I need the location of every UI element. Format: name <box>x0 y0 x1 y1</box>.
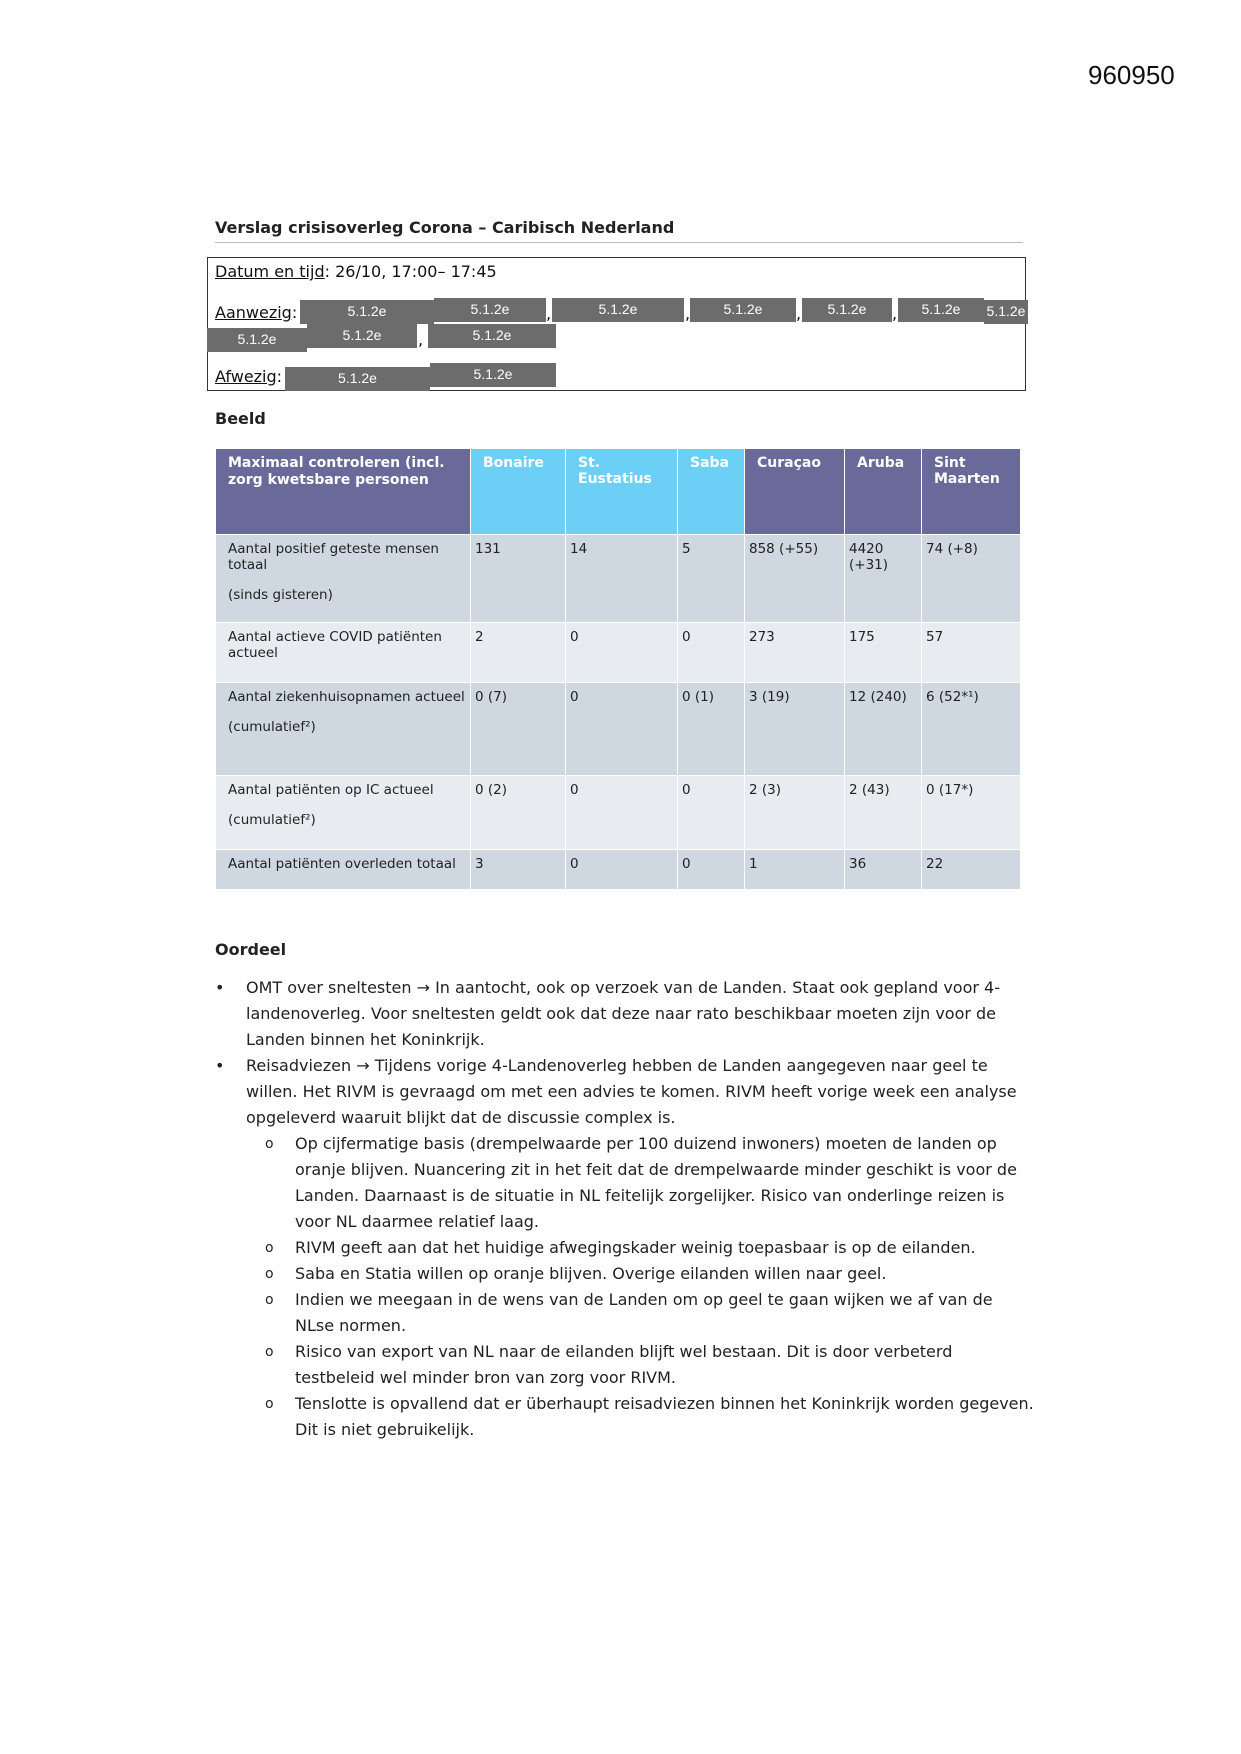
datetime-label: Datum en tijd <box>215 262 325 281</box>
table-cell: 0 <box>566 850 678 890</box>
redaction-block: 5.1.2e <box>898 298 984 322</box>
column-header-curacao: Curaçao <box>745 449 845 535</box>
row-label: Aantal patiënten overleden totaal <box>216 850 471 890</box>
table-cell: 6 (52*¹) <box>922 683 1021 776</box>
separator-comma: , <box>546 304 552 323</box>
redaction-block: 5.1.2e <box>552 298 684 322</box>
table-cell: 2 (43) <box>845 776 922 850</box>
beeld-heading: Beeld <box>215 409 266 428</box>
datetime-line <box>215 262 497 281</box>
absent-line: Afwezig: <box>215 367 283 386</box>
table-cell: 74 (+8) <box>922 535 1021 623</box>
list-item: o RIVM geeft aan dat het huidige afwegingskader weinig toepasbaar is op de eilanden. <box>265 1235 1035 1261</box>
table-cell: 273 <box>745 623 845 683</box>
present-label: Aanwezig <box>215 303 292 322</box>
table-row <box>216 535 1021 623</box>
table-header-main: Maximaal controleren (incl. zorg kwetsbare personen <box>216 449 471 535</box>
redaction-block: 5.1.2e <box>690 298 796 322</box>
document-title: Verslag crisisoverleg Corona – Caribisch Nederland <box>215 218 675 237</box>
absent-label: Afwezig <box>215 367 277 386</box>
table-cell: 12 (240) <box>845 683 922 776</box>
list-item: • OMT over sneltesten → In aantocht, ook op verzoek van de Landen. Staat ook gepland voor 4-landenoverleg. Voor sneltesten geldt ook dat deze naar rato beschikbaar moeten zijn voor de Landen binnen het Koninkrijk. <box>215 975 1035 1053</box>
table-cell: 0 <box>566 683 678 776</box>
table-cell: 2 <box>471 623 566 683</box>
table-cell: 36 <box>845 850 922 890</box>
table-cell: 2 (3) <box>745 776 845 850</box>
table-cell: 22 <box>922 850 1021 890</box>
list-item: o Risico van export van NL naar de eilanden blijft wel bestaan. Dit is door verbeterd testbeleid wel minder bron van zorg voor RIVM. <box>265 1339 1035 1391</box>
column-header-sint-maarten: Sint Maarten <box>922 449 1021 535</box>
row-label: Aantal ziekenhuisopnamen actueel (cumulatief²) <box>216 683 471 776</box>
table-cell: 3 <box>471 850 566 890</box>
statistics-table <box>215 448 1021 890</box>
table-cell: 4420 (+31) <box>845 535 922 623</box>
list-item: o Indien we meegaan in de wens van de Landen om op geel te gaan wijken we af van de NLse normen. <box>265 1287 1035 1339</box>
redaction-block: 5.1.2e <box>207 328 307 352</box>
title-divider <box>215 242 1023 243</box>
oordeel-heading: Oordeel <box>215 940 287 959</box>
table-cell: 0 <box>678 776 745 850</box>
redaction-block: 5.1.2e <box>802 298 892 322</box>
table-cell: 175 <box>845 623 922 683</box>
table-cell: 57 <box>922 623 1021 683</box>
separator-comma: , <box>685 304 691 323</box>
column-header-saba: Saba <box>678 449 745 535</box>
redaction-block: 5.1.2e <box>434 298 546 322</box>
table-cell: 14 <box>566 535 678 623</box>
datetime-value: : 26/10, 17:00– 17:45 <box>324 262 497 281</box>
oordeel-content <box>215 975 1035 1443</box>
separator-comma: , <box>892 304 898 323</box>
table-cell: 0 (2) <box>471 776 566 850</box>
redaction-block: 5.1.2e <box>428 324 556 348</box>
table-cell: 131 <box>471 535 566 623</box>
sub-bullet-list <box>215 1131 1035 1443</box>
table-cell: 0 (7) <box>471 683 566 776</box>
table-cell: 0 <box>566 776 678 850</box>
separator-comma: , <box>796 304 802 323</box>
column-header-st-eustatius: St. Eustatius <box>566 449 678 535</box>
redaction-block: 5.1.2e <box>285 367 430 391</box>
separator-comma: , <box>418 330 424 349</box>
row-label: Aantal actieve COVID patiënten actueel <box>216 623 471 683</box>
list-item: o Tenslotte is opvallend dat er überhaupt reisadviezen binnen het Koninkrijk worden gegeven. Dit is niet gebruikelijk. <box>265 1391 1035 1443</box>
list-item: o Op cijfermatige basis (drempelwaarde per 100 duizend inwoners) moeten de landen op oranje blijven. Nuancering zit in het feit dat de drempelwaarde minder geschikt is voor de Landen. Daarnaast is de situatie in NL feitelijk zorgelijker. Risico van onderlinge reizen is voor NL daarmee relatief laag. <box>265 1131 1035 1235</box>
redaction-block: 5.1.2e <box>984 300 1028 324</box>
row-label: Aantal patiënten op IC actueel (cumulatief²) <box>216 776 471 850</box>
table-cell: 0 <box>678 623 745 683</box>
table-cell: 0 (1) <box>678 683 745 776</box>
table-row <box>216 683 1021 776</box>
row-label: Aantal positief geteste mensen totaal (sinds gisteren) <box>216 535 471 623</box>
table-cell: 0 <box>678 850 745 890</box>
table-cell: 5 <box>678 535 745 623</box>
redaction-block: 5.1.2e <box>300 300 434 324</box>
table-cell: 3 (19) <box>745 683 845 776</box>
list-item: • Reisadviezen → Tijdens vorige 4-Landenoverleg hebben de Landen aangegeven naar geel te willen. Het RIVM is gevraagd om met een advies te komen. RIVM heeft vorige week een analyse opgeleverd waaruit blijkt dat de discussie complex is. o Op cijfermatige basis (drempelwaarde per 100 duizend inwoners) moeten de landen op oranje blijven. Nuancering zit in het feit dat de drempelwaarde minder geschikt is voor de Landen. Daarnaast is de situatie in NL feitelijk zorgelijker. Risico van onderlinge reizen is voor NL daarmee relatief laag. o RIVM geeft aan dat het huidige afwegingskader weinig toepasbaar is op de eilanden. o Saba en Statia willen op oranje blijven. Overige eilanden willen naar geel. o Indien we meegaan in de wens van de Landen om op geel te gaan wijken we af van de NLse normen. o Risico van export van NL naar de eilanden blijft wel bestaan. Dit is door verbeterd testbeleid wel minder bron van zorg voor RIVM. o Tenslotte is opvallend dat er überhaupt reisadviezen binnen het Koninkrijk worden gegeven. Dit is niet gebruikelijk. <box>215 1053 1035 1443</box>
table-cell: 0 <box>566 623 678 683</box>
bullet-list <box>215 975 1035 1443</box>
document-number: 960950 <box>1088 60 1175 90</box>
table-row <box>216 850 1021 890</box>
redaction-block: 5.1.2e <box>430 363 556 387</box>
table-row <box>216 623 1021 683</box>
redaction-block: 5.1.2e <box>307 324 417 348</box>
table-cell: 1 <box>745 850 845 890</box>
list-item: o Saba en Statia willen op oranje blijven. Overige eilanden willen naar geel. <box>265 1261 1035 1287</box>
column-header-aruba: Aruba <box>845 449 922 535</box>
table-cell: 0 (17*) <box>922 776 1021 850</box>
present-line: Aanwezig: <box>215 303 298 322</box>
table-cell: 858 (+55) <box>745 535 845 623</box>
table-header-row <box>216 449 1021 535</box>
table-row <box>216 776 1021 850</box>
column-header-bonaire: Bonaire <box>471 449 566 535</box>
